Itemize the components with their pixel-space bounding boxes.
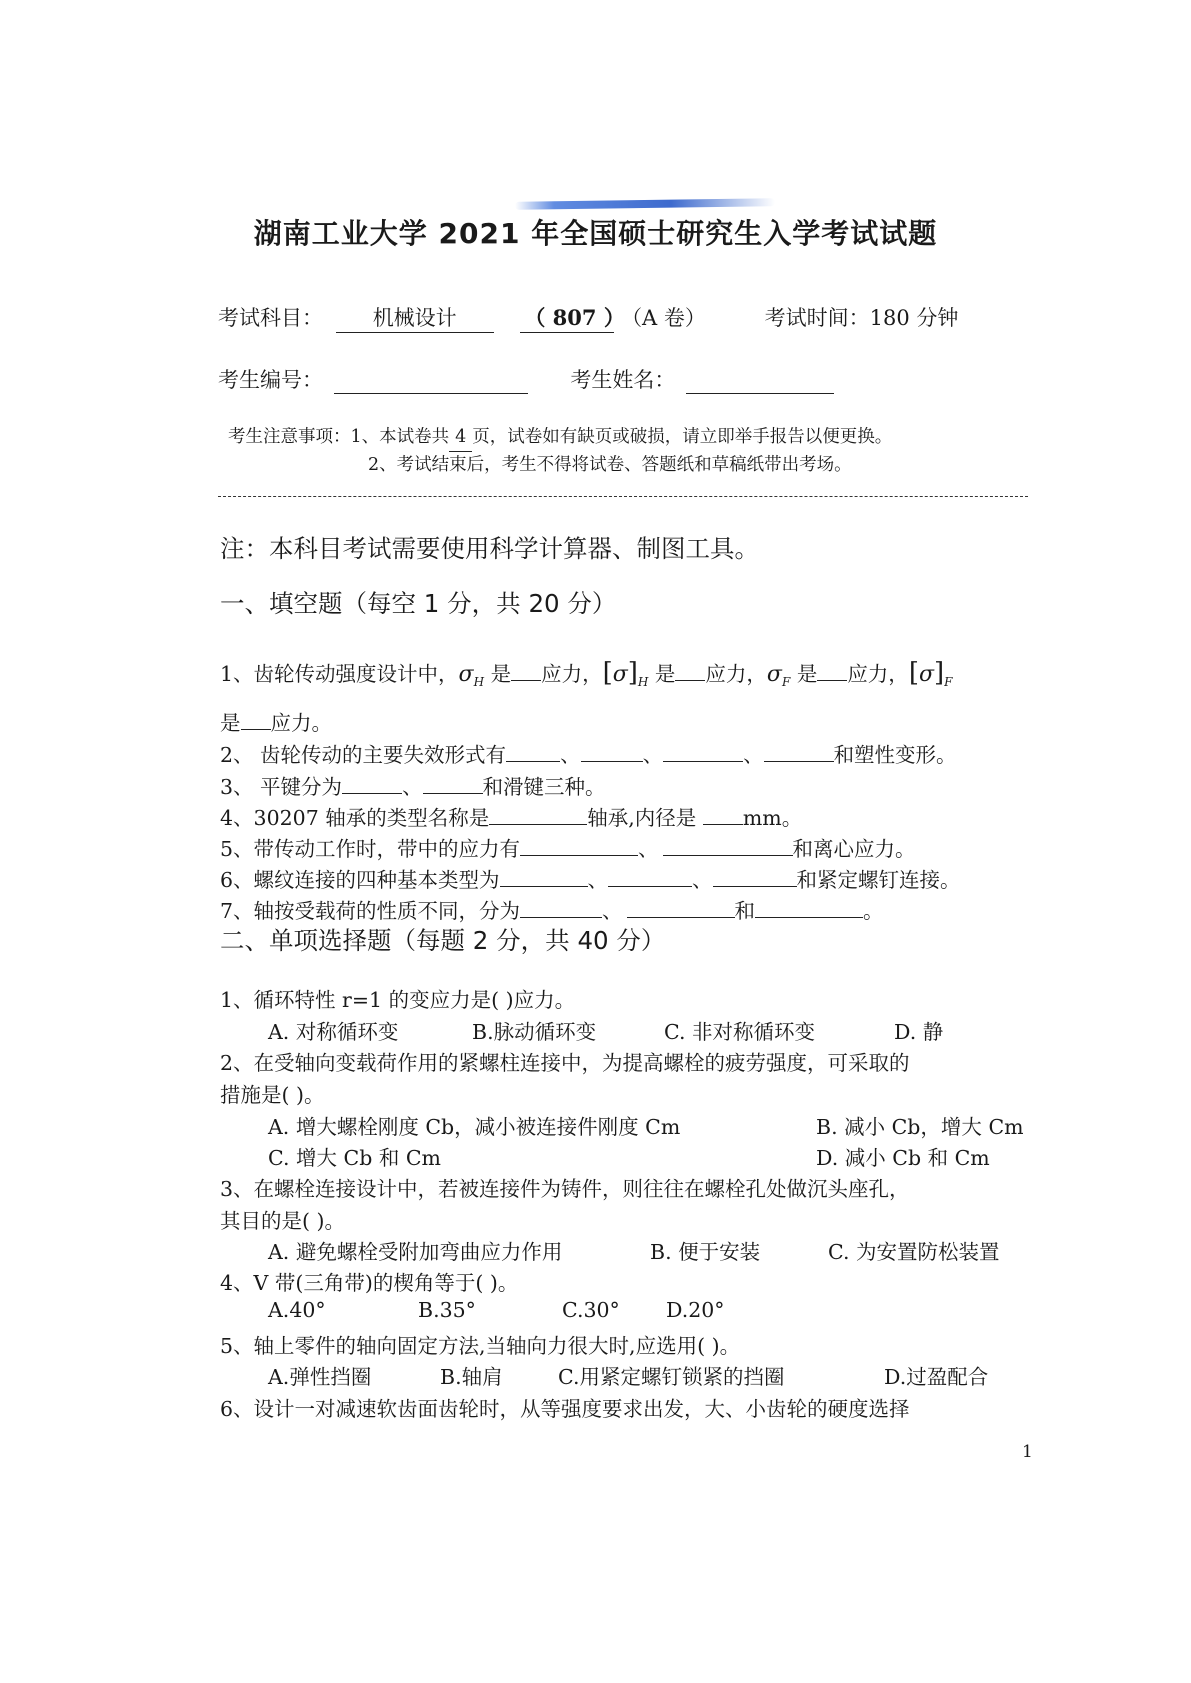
bracket: [	[602, 658, 613, 688]
blank[interactable]	[703, 804, 743, 825]
subject-code: （ 807 ）	[520, 302, 614, 333]
blank[interactable]	[511, 660, 541, 681]
s1-q2-text: 2、 齿轮传动的主要失效形式有	[220, 743, 507, 767]
candidate-id-label: 考生编号：	[218, 368, 323, 392]
blank[interactable]	[713, 866, 797, 887]
ink-highlight-mark	[515, 198, 775, 210]
s1-q2-end: 和塑性变形。	[833, 743, 957, 767]
s1-q1-is: 是	[654, 662, 676, 686]
blank[interactable]	[663, 741, 743, 762]
blank[interactable]	[241, 709, 271, 730]
s2-q1-opt-d: D. 静	[894, 1020, 944, 1044]
s1-q1-is: 是	[490, 662, 512, 686]
s2-q3-cont: 其目的是( )。	[220, 1209, 346, 1233]
blank[interactable]	[764, 741, 834, 762]
s2-q2: 2、在受轴向变载荷作用的紧螺柱连接中，为提高螺栓的疲劳强度，可采取的	[220, 1051, 910, 1075]
blank[interactable]	[520, 835, 638, 856]
bracket: ]	[934, 658, 945, 688]
sep: 、	[638, 837, 659, 861]
s1-q1-line1	[220, 657, 952, 689]
s1-q1-stress: 应力，	[847, 662, 909, 686]
s1-q5	[220, 832, 916, 862]
sep: 、	[743, 743, 764, 767]
blank[interactable]	[520, 897, 602, 918]
s2-q2-opt-a: A. 增大螺栓刚度 Cb，减小被连接件刚度 Cm	[268, 1115, 681, 1139]
s1-q1-is: 是	[220, 711, 241, 735]
blank[interactable]	[663, 835, 793, 856]
s1-q6-text: 6、螺纹连接的四种基本类型为	[220, 868, 500, 892]
sep: 、	[602, 899, 623, 923]
s2-q4-opt-d: D.20°	[666, 1298, 725, 1322]
sigma: σ	[612, 662, 628, 687]
s2-q2-cont: 措施是( )。	[220, 1083, 325, 1107]
exam-title: 湖南工业大学 2021 年全国硕士研究生入学考试试题	[253, 217, 938, 250]
s2-q3-opt-a: A. 避免螺栓受附加弯曲应力作用	[268, 1240, 563, 1264]
s2-q1: 1、循环特性 r=1 的变应力是( )应力。	[220, 988, 576, 1012]
sep: 、	[642, 743, 664, 767]
s2-q5: 5、轴上零件的轴向固定方法,当轴向力很大时,应选用( )。	[220, 1334, 741, 1358]
notes-line2: 2、考试结束后，考生不得将试卷、答题纸和草稿纸带出考场。	[368, 455, 852, 475]
s1-q4	[220, 801, 802, 831]
s2-q2-opt-d: D. 减小 Cb 和 Cm	[816, 1146, 990, 1170]
s2-q1-opt-c: C. 非对称循环变	[664, 1020, 815, 1044]
sep: 、	[560, 743, 581, 767]
s2-q1-opt-b: B.脉动循环变	[472, 1020, 597, 1044]
sigma-f: σ	[766, 662, 782, 687]
s2-q3: 3、在螺栓连接设计中，若被连接件为铸件，则往往在螺栓孔处做沉头座孔，	[220, 1177, 910, 1201]
s2-q4-opt-b: B.35°	[418, 1298, 476, 1322]
s2-q3-opt-b: B. 便于安装	[650, 1240, 761, 1264]
and: 和	[734, 899, 756, 923]
s1-q4-end: mm。	[742, 806, 803, 830]
sep: 、	[692, 868, 713, 892]
candidate-id-field[interactable]	[334, 371, 528, 394]
s2-q5-opt-d: D.过盈配合	[884, 1365, 989, 1389]
s1-q5-text: 5、带传动工作时，带中的应力有	[220, 837, 521, 861]
bracket: [	[908, 658, 919, 688]
s2-q4-opt-c: C.30°	[562, 1298, 620, 1322]
blank[interactable]	[608, 866, 692, 887]
bracket: ]	[627, 658, 638, 688]
blank[interactable]	[755, 897, 863, 918]
s1-q6	[220, 863, 961, 893]
subject-row	[218, 302, 958, 333]
s1-q1-text: 1、齿轮传动强度设计中，	[220, 662, 459, 686]
subject-label: 考试科目：	[218, 306, 323, 330]
section2-title: 二、单项选择题（每题 2 分，共 40 分）	[220, 926, 666, 955]
sub-f: F	[781, 675, 791, 690]
s1-q4-text-b: 轴承,内径是	[587, 806, 703, 830]
notes-line1-a: 1、本试卷共	[350, 427, 450, 447]
blank[interactable]	[675, 660, 705, 681]
s2-q4-opt-a: A.40°	[268, 1298, 326, 1322]
sub-h: H	[637, 675, 649, 690]
s1-q3-end: 和滑键三种。	[482, 775, 606, 799]
s1-q1-stress: 应力，	[705, 662, 767, 686]
sub-h: H	[473, 675, 485, 690]
s2-q1-opt-a: A. 对称循环变	[268, 1020, 399, 1044]
candidate-name-label: 考生姓名：	[570, 368, 676, 392]
blank[interactable]	[500, 866, 588, 887]
s1-q1-is: 是	[796, 662, 818, 686]
blank[interactable]	[342, 773, 402, 794]
sep: 、	[402, 775, 423, 799]
s2-q5-opt-a: A.弹性挡圈	[268, 1365, 372, 1389]
blank[interactable]	[489, 804, 587, 825]
s2-q3-opt-c: C. 为安置防松装置	[828, 1240, 1000, 1264]
notes-line1-b: 页，试卷如有缺页或破损，请立即举手报告以便更换。	[472, 427, 893, 447]
paper-version: （A 卷）	[621, 306, 706, 330]
s2-q2-opt-b: B. 减小 Cb，增大 Cm	[816, 1115, 1024, 1139]
candidate-name-field[interactable]	[686, 371, 834, 394]
s2-q5-opt-b: B.轴肩	[440, 1365, 503, 1389]
s1-q5-end: 和离心应力。	[792, 837, 916, 861]
section1-title: 一、填空题（每空 1 分，共 20 分）	[220, 589, 617, 618]
s1-q6-end: 和紧定螺钉连接。	[796, 868, 961, 892]
notes-page-count: 4	[449, 424, 472, 452]
s1-q1-end: 应力。	[270, 711, 332, 735]
s1-q7-text: 7、轴按受载荷的性质不同，分为	[220, 899, 521, 923]
s1-q1-stress: 应力，	[541, 662, 603, 686]
blank[interactable]	[506, 741, 560, 762]
s2-q5-opt-c: C.用紧定螺钉锁紧的挡圈	[558, 1365, 785, 1389]
blank[interactable]	[423, 773, 483, 794]
s2-q4: 4、V 带(三角带)的楔角等于( )。	[220, 1271, 519, 1295]
candidate-row	[218, 364, 834, 394]
sigma-h: σ	[458, 662, 474, 687]
exam-time: 考试时间：180 分钟	[764, 306, 959, 330]
s1-q3-text: 3、 平键分为	[220, 775, 343, 799]
calculator-note: 注：本科目考试需要使用科学计算器、制图工具。	[220, 534, 759, 563]
sigma: σ	[918, 662, 934, 687]
blank[interactable]	[627, 897, 735, 918]
sep: 、	[587, 868, 609, 892]
blank[interactable]	[817, 660, 847, 681]
s1-q1-line2	[220, 706, 332, 736]
blank[interactable]	[581, 741, 643, 762]
page-number: 1	[1022, 1442, 1033, 1462]
dashed-divider	[218, 496, 1028, 497]
sub-f: F	[944, 675, 953, 690]
s2-q2-opt-c: C. 增大 Cb 和 Cm	[268, 1146, 441, 1170]
s2-q6: 6、设计一对减速软齿面齿轮时，从等强度要求出发，大、小齿轮的硬度选择	[220, 1397, 910, 1421]
s1-q4-text: 4、30207 轴承的类型名称是	[220, 806, 490, 830]
subject-value: 机械设计	[336, 302, 494, 333]
s1-q2	[220, 738, 957, 768]
exam-notes	[228, 424, 892, 479]
s1-q7-end: 。	[863, 899, 884, 923]
s1-q7	[220, 894, 884, 924]
s1-q3	[220, 770, 606, 800]
notes-label: 考生注意事项：	[228, 427, 351, 447]
